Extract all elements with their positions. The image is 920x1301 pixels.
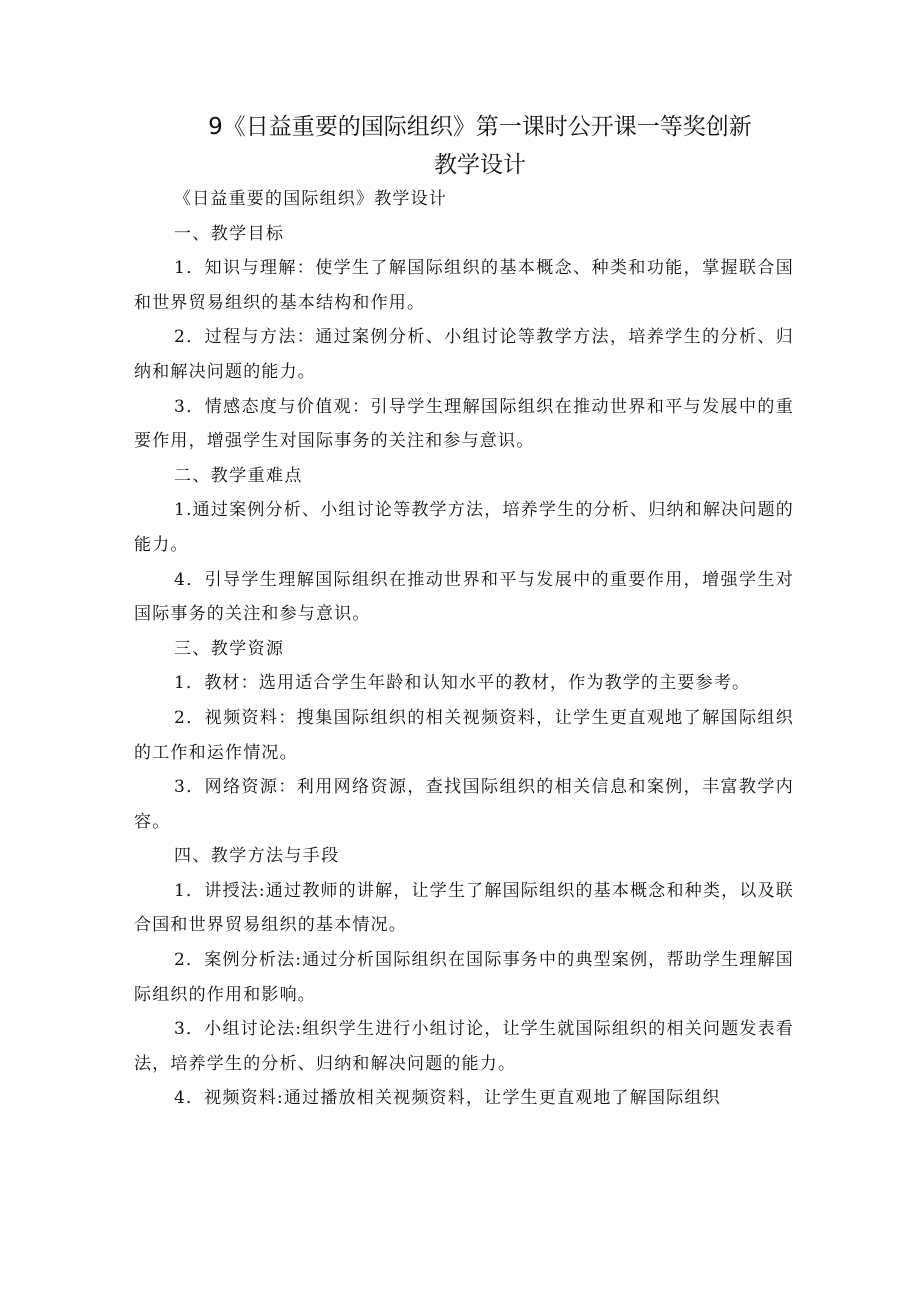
paragraph: 4．引导学生理解国际组织在推动世界和平与发展中的重要作用，增强学生对国际事务的关注和参与意识。 <box>134 569 794 625</box>
paragraph: 1．讲授法:通过教师的讲解，让学生了解国际组织的基本概念和种类，以及联合国和世界贸易组织的基本情况。 <box>134 880 794 936</box>
subtitle: 《日益重要的国际组织》教学设计 <box>174 189 447 209</box>
section-heading-key-points: 二、教学重难点 <box>174 465 303 486</box>
paragraph: 3．网络资源：利用网络资源，查找国际组织的相关信息和案例，丰富教学内容。 <box>134 777 794 832</box>
paragraph: 3．情感态度与价值观：引导学生理解国际组织在推动世界和平与发展中的重要作用，增强学生对国际事务的关注和参与意识。 <box>134 396 794 452</box>
section-heading-objectives: 一、教学目标 <box>174 223 285 244</box>
section-heading-resources: 三、教学资源 <box>174 638 285 659</box>
paragraph: 4．视频资料:通过播放相关视频资料，让学生更直观地了解国际组织 <box>174 1088 721 1109</box>
paragraph: 1.通过案例分析、小组讨论等教学方法，培养学生的分析、归纳和解决问题的能力。 <box>134 500 794 555</box>
document-body <box>134 182 794 1116</box>
title-line-1: 9《日益重要的国际组织》第一课时公开课一等奖创新 <box>208 114 752 140</box>
paragraph: 1．教材：选用适合学生年龄和认知水平的教材，作为教学的主要参考。 <box>174 673 751 694</box>
paragraph: 2．视频资料：搜集国际组织的相关视频资料，让学生更直观地了解国际组织的工作和运作情况。 <box>134 707 794 763</box>
paragraph: 2．案例分析法:通过分析国际组织在国际事务中的典型案例，帮助学生理解国际组织的作用和影响。 <box>134 950 794 1005</box>
paragraph: 2．过程与方法：通过案例分析、小组讨论等教学方法，培养学生的分析、归纳和解决问题的能力。 <box>134 327 794 382</box>
paragraph: 1．知识与理解：使学生了解国际组织的基本概念、种类和功能，掌握联合国和世界贸易组织的基本结构和作用。 <box>134 258 794 313</box>
section-heading-methods: 四、教学方法与手段 <box>174 846 340 867</box>
paragraph: 3．小组讨论法:组织学生进行小组讨论，让学生就国际组织的相关问题发表看法，培养学生的分析、归纳和解决问题的能力。 <box>134 1019 794 1074</box>
title-line-2: 教学设计 <box>434 152 526 178</box>
document-title <box>120 108 840 184</box>
